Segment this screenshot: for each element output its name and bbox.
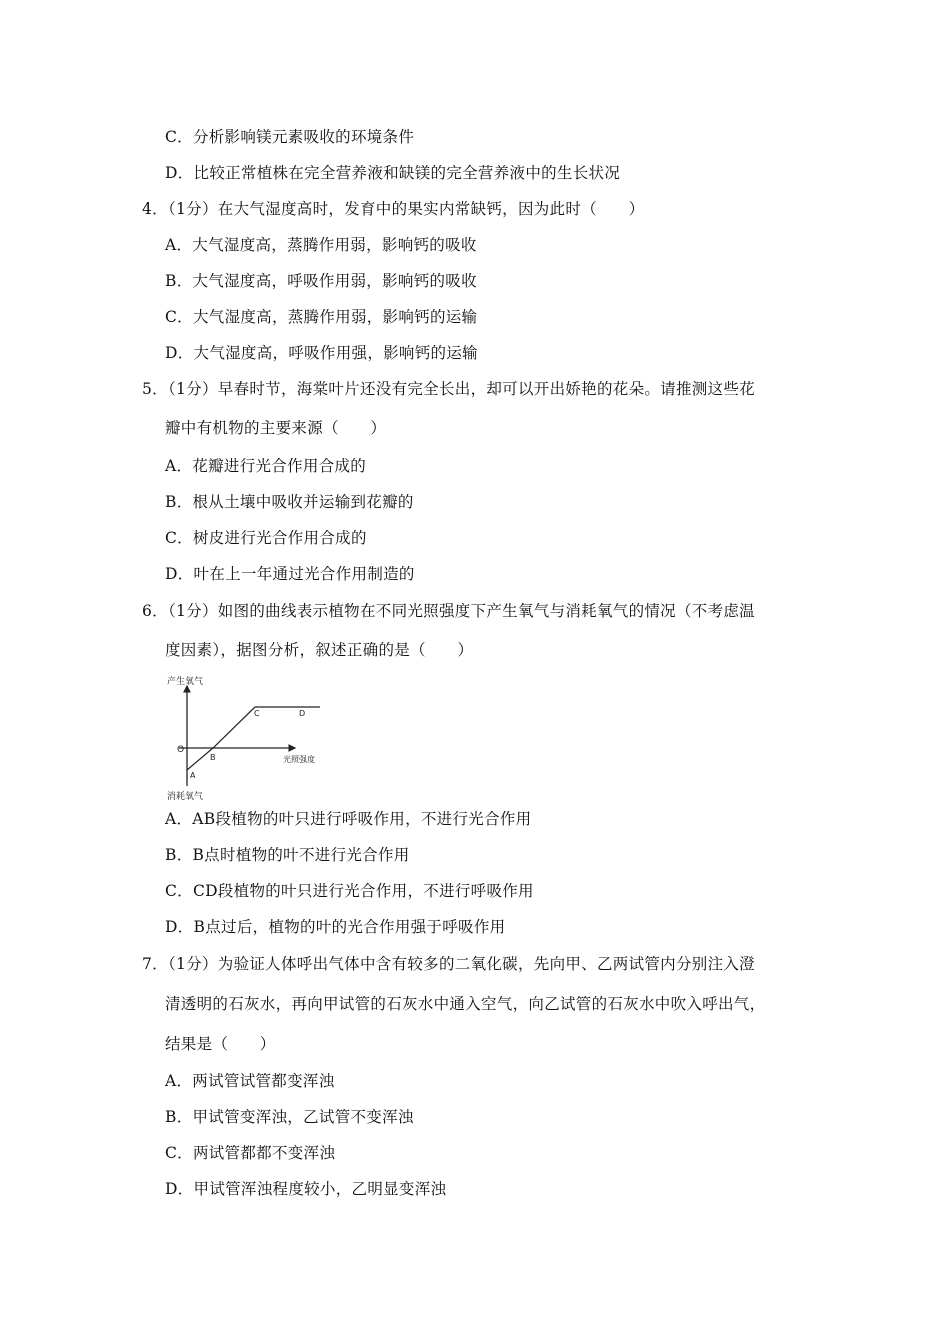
line-q7-stem-cont1: 清透明的石灰水，再向甲试管的石灰水中通入空气，向乙试管的石灰水中吹入呼出气， bbox=[165, 995, 766, 1013]
x-axis-label: 光照强度 bbox=[283, 755, 315, 764]
line-q7-stem-cont2: 结果是（ ） bbox=[165, 1035, 276, 1053]
line-q4-stem: 4．（1分）在大气湿度高时，发育中的果实内常缺钙，因为此时（ ） bbox=[142, 200, 645, 218]
line-q6-stem-cont: 度因素），据图分析，叙述正确的是（ ） bbox=[165, 641, 474, 659]
line-q6-stem: 6．（1分）如图的曲线表示植物在不同光照强度下产生氧气与消耗氧气的情况（不考虑温 bbox=[142, 602, 755, 620]
y-bottom-label: 消耗氧气 bbox=[167, 792, 204, 802]
point-b-label: B bbox=[210, 753, 216, 762]
line-q4-option-b: B．大气湿度高，呼吸作用弱，影响钙的吸收 bbox=[165, 272, 477, 290]
line-q5-stem: 5．（1分）早春时节，海棠叶片还没有完全长出，却可以开出娇艳的花朵。请推测这些花 bbox=[142, 380, 755, 398]
line-q6-option-b: B．B点时植物的叶不进行光合作用 bbox=[165, 846, 410, 864]
line-q5-stem-cont: 瓣中有机物的主要来源（ ） bbox=[165, 419, 387, 437]
line-q6-option-d: D．B点过后，植物的叶的光合作用强于呼吸作用 bbox=[165, 918, 506, 936]
line-q7-option-c: C．两试管都都不变浑浊 bbox=[165, 1144, 336, 1162]
line-q3-option-c: C．分析影响镁元素吸收的环境条件 bbox=[165, 128, 415, 146]
line-q5-option-b: B．根从土壤中吸收并运输到花瓣的 bbox=[165, 493, 414, 511]
y-top-label: 产生氧气 bbox=[167, 677, 204, 687]
oxygen-light-graph bbox=[165, 674, 335, 802]
line-q7-option-a: A．两试管试管都变浑浊 bbox=[165, 1072, 335, 1090]
line-q4-option-d: D．大气湿度高，呼吸作用强，影响钙的运输 bbox=[165, 344, 478, 362]
line-q4-option-a: A．大气湿度高，蒸腾作用弱，影响钙的吸收 bbox=[165, 236, 477, 254]
origin-label: O bbox=[177, 745, 185, 755]
line-q7-option-d: D．甲试管浑浊程度较小，乙明显变浑浊 bbox=[165, 1180, 447, 1198]
line-q6-option-a: A．AB段植物的叶只进行呼吸作用，不进行光合作用 bbox=[165, 810, 532, 828]
line-q5-option-c: C．树皮进行光合作用合成的 bbox=[165, 529, 367, 547]
line-q5-option-d: D．叶在上一年通过光合作用制造的 bbox=[165, 565, 415, 583]
point-c-label: C bbox=[254, 709, 260, 718]
point-a-label: A bbox=[190, 771, 196, 780]
point-d-label: D bbox=[299, 709, 306, 718]
line-q7-option-b: B．甲试管变浑浊，乙试管不变浑浊 bbox=[165, 1108, 414, 1126]
line-q5-option-a: A．花瓣进行光合作用合成的 bbox=[165, 457, 367, 475]
line-q4-option-c: C．大气湿度高，蒸腾作用弱，影响钙的运输 bbox=[165, 308, 478, 326]
line-q3-option-d: D．比较正常植株在完全营养液和缺镁的完全营养液中的生长状况 bbox=[165, 164, 621, 182]
line-q6-option-c: C．CD段植物的叶只进行光合作用，不进行呼吸作用 bbox=[165, 882, 534, 900]
line-q7-stem: 7．（1分）为验证人体呼出气体中含有较多的二氧化碳，先向甲、乙两试管内分别注入澄 bbox=[142, 955, 755, 973]
